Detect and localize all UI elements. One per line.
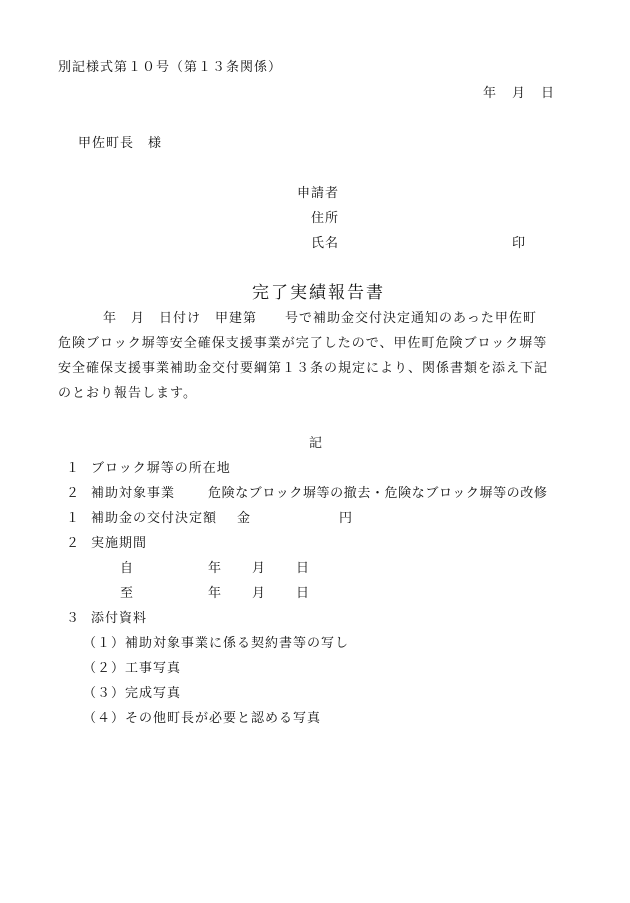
item-number: ２	[66, 486, 81, 501]
amount-kin: 金	[237, 511, 252, 526]
period-day: 日	[296, 586, 311, 601]
document-title: 完了実績報告書	[252, 283, 385, 303]
item-number: ３	[66, 611, 81, 626]
amount-yen: 円	[339, 511, 354, 526]
body-line: 年 月 日付け 甲建第 号で補助金交付決定通知のあった甲佐町	[103, 311, 537, 326]
body-line: 安全確保支援事業補助金交付要綱第１３条の規定により、関係書類を添え下記	[58, 361, 549, 376]
attachment-item: （１）補助対象事業に係る契約書等の写し	[83, 636, 350, 651]
period-year: 年	[208, 561, 223, 576]
period-day: 日	[296, 561, 311, 576]
applicant-heading: 申請者	[297, 186, 340, 201]
period-from: 自	[120, 561, 135, 576]
item-label: 添付資料	[91, 611, 148, 626]
seal-mark: 印	[512, 236, 527, 251]
item-label: 実施期間	[91, 536, 148, 551]
item-label: 補助対象事業	[91, 486, 176, 501]
item-number: １	[66, 461, 81, 476]
attachment-item: （４）その他町長が必要と認める写真	[83, 711, 322, 726]
date-day: 日	[541, 86, 556, 101]
item-number: ２	[66, 536, 81, 551]
period-to: 至	[120, 586, 135, 601]
date-month: 月	[512, 86, 527, 101]
attachment-item: （３）完成写真	[83, 686, 182, 701]
addressee: 甲佐町長 様	[78, 136, 163, 151]
body-line: のとおり報告します。	[58, 386, 197, 401]
name-label: 氏名	[311, 236, 340, 251]
date-year: 年	[483, 86, 498, 101]
form-number: 別記様式第１０号（第１３条関係）	[58, 60, 283, 75]
item-number: １	[66, 511, 81, 526]
period-month: 月	[252, 586, 267, 601]
ki-heading: 記	[309, 436, 324, 451]
address-label: 住所	[311, 211, 340, 226]
body-line: 危険ブロック塀等安全確保支援事業が完了したので、甲佐町危険ブロック塀等	[58, 336, 548, 351]
period-month: 月	[252, 561, 267, 576]
period-year: 年	[208, 586, 223, 601]
item-label: 補助金の交付決定額	[91, 511, 218, 526]
item-value: 危険なブロック塀等の撤去・危険なブロック塀等の改修	[208, 486, 548, 501]
attachment-item: （２）工事写真	[83, 661, 182, 676]
item-label: ブロック塀等の所在地	[91, 461, 231, 476]
